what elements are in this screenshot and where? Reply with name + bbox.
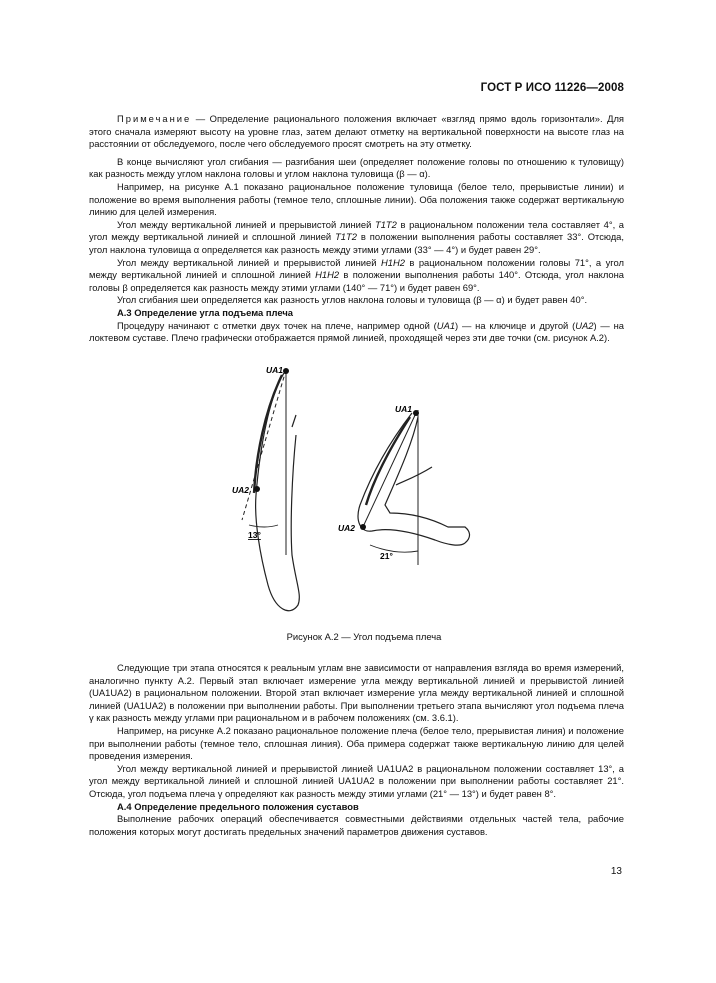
text-run: Процедуру начинают с отметки двух точек на плече, например одной ( [117, 319, 437, 331]
text-run: ) — на локтевом суставе. Плечо графически отображается прямой линией, проходящей через эти две точки (см. рисунок А.2). [89, 319, 624, 344]
paragraph [89, 257, 624, 295]
section-heading-a3: А.3 Определение угла подъема плеча [117, 306, 293, 318]
note-text: — Определение рационального положения включает «взгляд прямо вдоль горизонтали». Для этого сначала измеряют высоту на уровне глаз, затем делают отметку на вертикальной поверхности на высоте глаз на расстоянии от обследуемого, после чего обследуемого просят смотреть на эту отметку. [89, 113, 624, 150]
figure-drawing [220, 355, 520, 630]
arm-outline-right [358, 413, 465, 545]
document-header: ГОСТ Р ИСО 11226—2008 [480, 82, 624, 94]
angle-arc-right [370, 545, 418, 552]
section-heading-a4: А.4 Определение предельного положения суставов [117, 800, 359, 812]
label-ua1-right: UA1 [395, 404, 413, 414]
text-run: H1H2 [315, 269, 340, 281]
point-ua1-right [413, 410, 419, 416]
text-run: в рациональном положении головы 71°, а угол между вертикальной линией и сплошной линией [89, 256, 624, 281]
arm-stroke-left [292, 415, 296, 427]
paragraph [89, 219, 624, 257]
paragraph: Угол между вертикальной линией и прерывистой линией UA1UA2 в рациональном положении составляет 13°, а угол между вертикальной линией и сплошной линией UA1UA2 в положении при выполнении работы составляет 21°. Отсюда, угол подъема плеча γ определяют как разность между этими углами (21° — 13°) и будет равен 8°. [89, 762, 624, 799]
note-label: Примечание [117, 113, 192, 124]
text-block-lower [89, 662, 624, 838]
paragraph: Угол сгибания шеи определяется как разность углов наклона головы и туловища (β — α) и будет равен 40°. [117, 294, 588, 306]
text-run: UA1 [436, 319, 456, 331]
angle-label-left: 13° [248, 530, 261, 540]
angle-arc-left [249, 525, 278, 527]
paragraph: Следующие три этапа относятся к реальным углам вне зависимости от направления взгляда во время измерений, аналогично пункту А.2. Первый этап включает измерение угла между вертикальной линией и прерывистой линией (UA1UA2) в рациональном положении. Второй этап включает измерение угла между вертикальной линией и сплошной линией (UA1UA2) в положении при выполнении работы. При выполнении третьего этапа вычисляют угол подъема плеча γ как разность между углами при рациональном и в рабочем положениях (см. 3.6.1). [89, 662, 624, 724]
point-ua1-left [283, 368, 289, 374]
paragraph [89, 320, 624, 345]
paragraph: Выполнение рабочих операций обеспечивается совместными действиями отдельных частей тела, рабочие положения которых могут достигать предельных значений параметров движения суставов. [89, 813, 624, 837]
note-paragraph [89, 113, 624, 151]
arm-outline-left [256, 373, 300, 611]
angle-label-right: 21° [380, 551, 393, 561]
text-run: H1H2 [380, 256, 405, 268]
text-run: в положении выполнения работы составляет 33°. Отсюда, угол наклона туловища α определяется как разность между этими углами (33° — 4°) и будет равен 29°. [89, 231, 625, 255]
text-block-upper [89, 113, 624, 345]
point-ua2-left [254, 486, 260, 492]
torso-line-right [396, 467, 432, 485]
text-run: Угол между вертикальной линией и прерывистой линией [117, 256, 381, 268]
label-ua1-left: UA1 [266, 365, 284, 375]
figure-caption: Рисунок А.2 — Угол подъема плеча [286, 631, 442, 642]
figure-a2 [220, 355, 520, 630]
text-run: ) — на ключице и другой ( [455, 319, 576, 331]
text-run: T1T2 [374, 218, 397, 230]
text-run: T1T2 [335, 231, 357, 243]
paragraph: Например, на рисунке А.1 показано рациональное положение туловища (белое тело, прерывистые линии) и положение во время выполнения работы (темное тело, сплошные линии). Оба положения также содержат вертикальную линию для целей измерения. [89, 180, 624, 218]
text-run: в положении выполнения работы 140°. Отсюда, угол наклона головы β определяется как разность между этими углами (140° — 71°) и будет равен 69°. [89, 269, 625, 293]
dashed-arm-line-left [242, 370, 286, 520]
text-run: UA2 [575, 319, 594, 331]
text-run: в рациональном положении тела составляет 4°, а угол между вертикальной линией и сплошной линией [89, 218, 624, 243]
text-run: Угол между вертикальной линией и прерывистой линией [117, 218, 375, 230]
label-ua2-left: UA2 [232, 485, 250, 495]
paragraph: В конце вычисляют угол сгибания — разгибания шеи (определяет положение головы по отношению к туловищу) как разность между углом наклона головы и углом наклона туловища (β — α). [89, 155, 624, 180]
point-ua2-right [360, 524, 366, 530]
label-ua2-right: UA2 [338, 523, 356, 533]
paragraph: Например, на рисунке А.2 показано рациональное положение плеча (белое тело, прерывистая линия) и положение при выполнении работы (темное тело, сплошная линия). Оба примера содержат также вертикальную линию для целей проведения измерения. [89, 724, 624, 762]
page-number: 13 [610, 866, 622, 877]
